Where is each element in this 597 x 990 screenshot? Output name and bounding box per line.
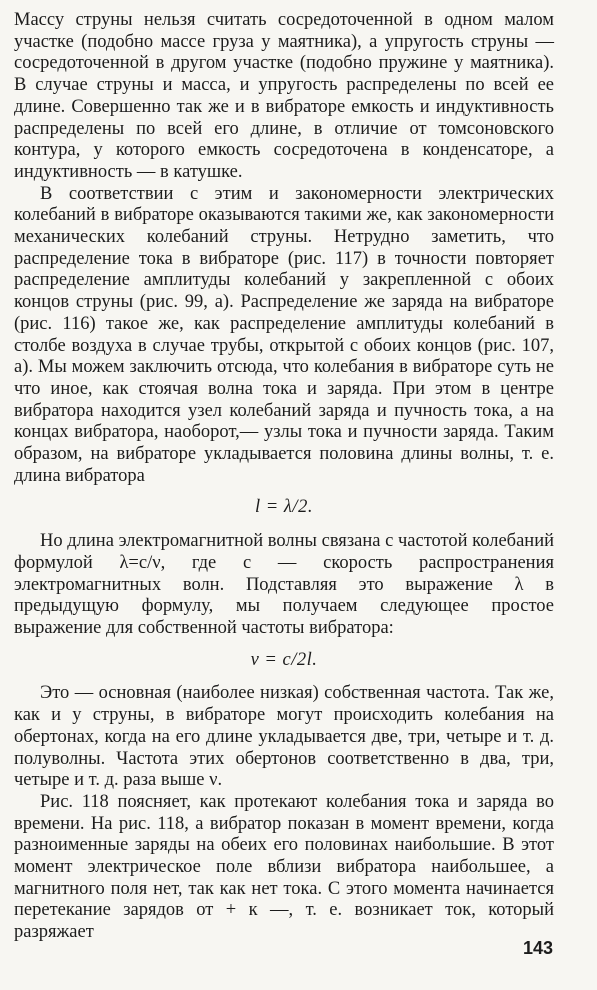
formula-wavelength: l = λ/2. bbox=[255, 497, 313, 518]
paragraph-2: В соответствии с этим и закономерности электрических колебаний в вибраторе оказываются такими же, как закономерности механических колебаний струны. Нетрудно заметить, что распределение тока в вибраторе (рис. 117) в точности повторяет распределение амплитуды колебаний у закрепленной с обоих концов струны (рис. 99, а). Распределение же заряда на вибраторе (рис. 116) такое же, как распределение амплитуды колебаний в столбе воздуха в случае трубы, открытой с обоих концов (рис. 107, а). Мы можем заключить отсюда, что колебания в вибраторе суть не что иное, как стоячая волна тока и заряда. При этом в центре вибратора находится узел колебаний заряда и пучность тока, а на концах вибратора, наоборот,— узлы тока и пучности заряда. Таким образом, на вибраторе укладывается половина длины волны, т. е. длина вибратора bbox=[14, 183, 554, 486]
paragraph-3: Но длина электромагнитной волны связана с частотой колебаний формулой λ=c/ν, где c — скорость распространения электромагнитных волн. Подставляя это выражение λ в предыдущую формулу, мы получаем следующее простое выражение для собственной частоты вибратора: bbox=[14, 531, 554, 638]
paragraph-4: Это — основная (наиболее низкая) собственная частота. Так же, как и у струны, в вибраторе могут происходить колебания на обертонах, когда на его длине укладывается две, три, четыре и т. д. полуволны. Частота этих обертонов соответственно в два, три, четыре и т. д. раза выше ν. bbox=[14, 683, 554, 791]
paragraph-1: Массу струны нельзя считать сосредоточенной в одном малом участке (подобно массе груза у маятника), а упругость струны — сосредоточенной в другом участке (подобно пружине у маятника). В случае струны и масса, и упругость распределены по всей ее длине. Совершенно так же и в вибраторе емкость и индуктивность распределены по всей его длине, в отличие от томсоновского контура, у которого емкость сосредоточена в конденсаторе, а индуктивность — в катушке. bbox=[14, 10, 554, 182]
book-page bbox=[14, 10, 554, 944]
page-number: 143 bbox=[522, 938, 553, 958]
paragraph-5: Рис. 118 поясняет, как протекают колебания тока и заряда во времени. На рис. 118, а вибратор показан в момент времени, когда разноименные заряды на обеих его половинах наибольшие. В этот момент электрическое поле вблизи вибратора наибольшее, а магнитного поля нет, так как нет тока. С этого момента начинается перетекание зарядов от + к —, т. е. возникает ток, который разряжает bbox=[14, 791, 554, 943]
formula-frequency: ν = c/2l. bbox=[250, 649, 318, 670]
